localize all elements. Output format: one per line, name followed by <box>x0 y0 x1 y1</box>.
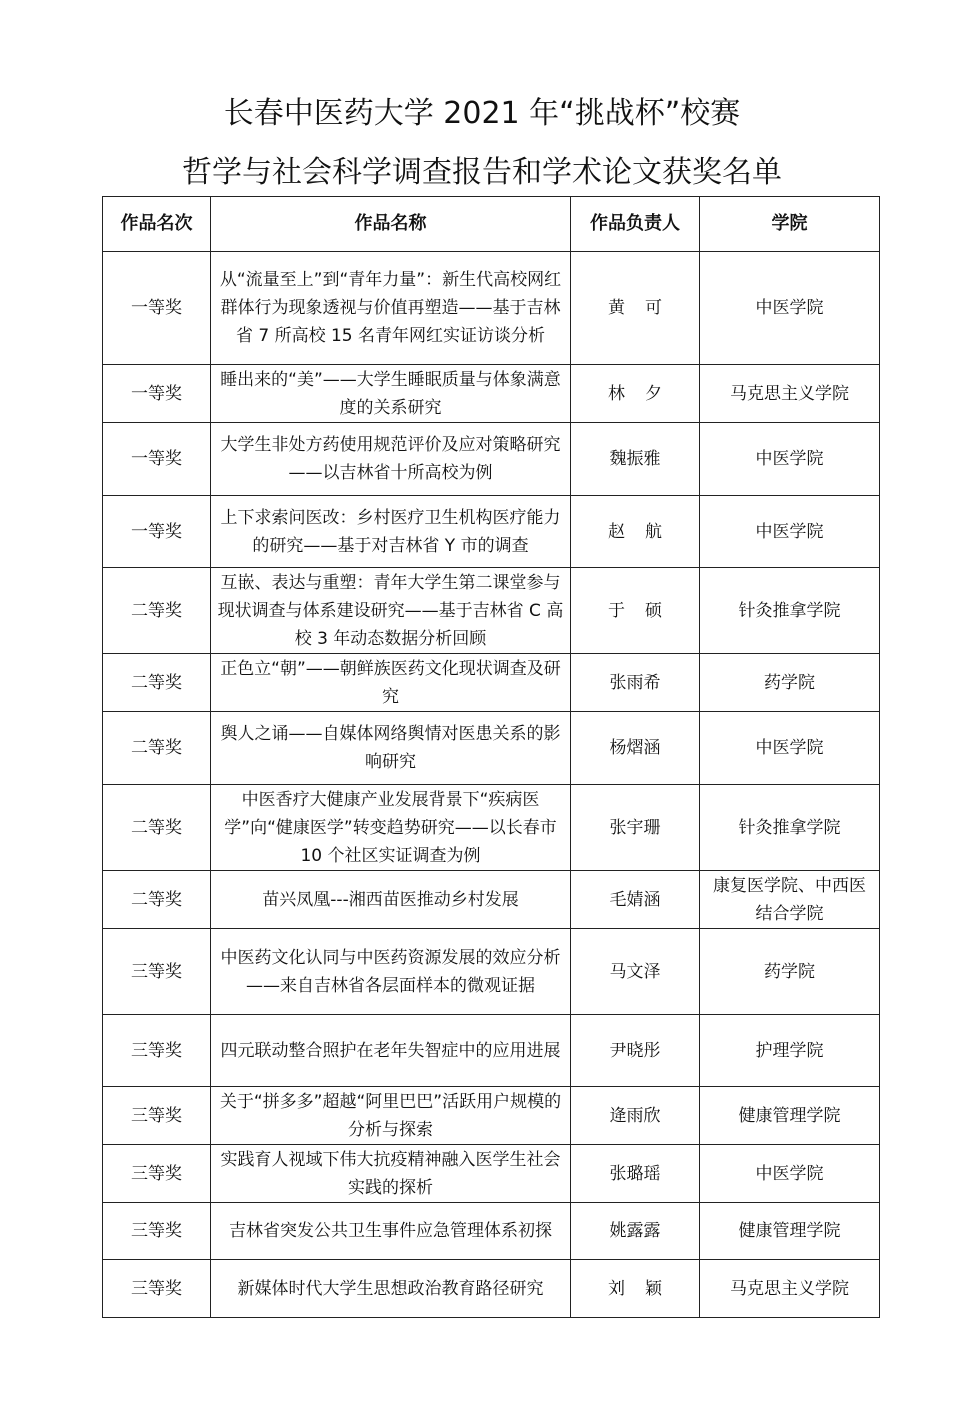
table-row <box>103 712 880 785</box>
cell-leader: 张璐瑶 <box>571 1145 700 1203</box>
cell-work: 从“流量至上”到“青年力量”：新生代高校网红群体行为现象透视与价值再塑造——基于吉林省 7 所高校 15 名青年网红实证访谈分析 <box>211 252 571 365</box>
cell-leader: 逄雨欣 <box>571 1087 700 1145</box>
cell-college: 中医学院 <box>700 496 880 568</box>
cell-work: 舆人之诵——自媒体网络舆情对医患关系的影响研究 <box>211 712 571 785</box>
cell-rank: 二等奖 <box>103 568 211 654</box>
cell-leader: 毛婧涵 <box>571 871 700 929</box>
table-row <box>103 929 880 1015</box>
table-row <box>103 1260 880 1318</box>
cell-rank: 三等奖 <box>103 1203 211 1260</box>
cell-rank: 三等奖 <box>103 1087 211 1145</box>
table-row <box>103 785 880 871</box>
cell-work: 正色立“朝”——朝鲜族医药文化现状调查及研究 <box>211 654 571 712</box>
cell-leader: 于硕 <box>571 568 700 654</box>
header-rank: 作品名次 <box>103 197 211 252</box>
cell-rank: 二等奖 <box>103 712 211 785</box>
cell-college: 药学院 <box>700 929 880 1015</box>
cell-college: 康复医学院、中西医结合学院 <box>700 871 880 929</box>
cell-leader: 杨熠涵 <box>571 712 700 785</box>
cell-rank: 三等奖 <box>103 929 211 1015</box>
cell-work: 互嵌、表达与重塑：青年大学生第二课堂参与现状调查与体系建设研究——基于吉林省 C 高校 3 年动态数据分析回顾 <box>211 568 571 654</box>
cell-work: 中医香疗大健康产业发展背景下“疾病医学”向“健康医学”转变趋势研究——以长春市 10 个社区实证调查为例 <box>211 785 571 871</box>
table-row <box>103 1087 880 1145</box>
cell-work: 苗兴凤凰---湘西苗医推动乡村发展 <box>211 871 571 929</box>
cell-college: 健康管理学院 <box>700 1203 880 1260</box>
header-work: 作品名称 <box>211 197 571 252</box>
cell-rank: 一等奖 <box>103 423 211 496</box>
cell-work: 中医药文化认同与中医药资源发展的效应分析——来自吉林省各层面样本的微观证据 <box>211 929 571 1015</box>
cell-leader: 魏振雅 <box>571 423 700 496</box>
cell-college: 马克思主义学院 <box>700 1260 880 1318</box>
cell-college: 健康管理学院 <box>700 1087 880 1145</box>
cell-college: 中医学院 <box>700 252 880 365</box>
cell-rank: 二等奖 <box>103 654 211 712</box>
table-row <box>103 423 880 496</box>
cell-work: 关于“拼多多”超越“阿里巴巴”活跃用户规模的分析与探索 <box>211 1087 571 1145</box>
cell-leader: 姚露露 <box>571 1203 700 1260</box>
table-row <box>103 1015 880 1087</box>
cell-leader: 刘颖 <box>571 1260 700 1318</box>
table-row <box>103 365 880 423</box>
cell-college: 中医学院 <box>700 423 880 496</box>
cell-leader: 赵航 <box>571 496 700 568</box>
header-college: 学院 <box>700 197 880 252</box>
cell-college: 药学院 <box>700 654 880 712</box>
cell-leader: 林夕 <box>571 365 700 423</box>
table-row <box>103 871 880 929</box>
table-row <box>103 568 880 654</box>
cell-college: 中医学院 <box>700 1145 880 1203</box>
cell-rank: 一等奖 <box>103 496 211 568</box>
cell-work: 吉林省突发公共卫生事件应急管理体系初探 <box>211 1203 571 1260</box>
cell-work: 四元联动整合照护在老年失智症中的应用进展 <box>211 1015 571 1087</box>
cell-leader: 尹晓彤 <box>571 1015 700 1087</box>
cell-leader: 马文泽 <box>571 929 700 1015</box>
document-title-line2: 哲学与社会科学调查报告和学术论文获奖名单 <box>182 155 782 190</box>
table-row <box>103 252 880 365</box>
cell-rank: 二等奖 <box>103 871 211 929</box>
awards-table <box>102 196 880 1318</box>
cell-work: 新媒体时代大学生思想政治教育路径研究 <box>211 1260 571 1318</box>
cell-leader: 黄可 <box>571 252 700 365</box>
cell-college: 马克思主义学院 <box>700 365 880 423</box>
cell-work: 大学生非处方药使用规范评价及应对策略研究——以吉林省十所高校为例 <box>211 423 571 496</box>
cell-leader: 张宇珊 <box>571 785 700 871</box>
cell-work: 上下求索问医改：乡村医疗卫生机构医疗能力的研究——基于对吉林省 Y 市的调查 <box>211 496 571 568</box>
table-row <box>103 496 880 568</box>
table-row <box>103 1203 880 1260</box>
cell-college: 护理学院 <box>700 1015 880 1087</box>
table-header-row <box>103 197 880 252</box>
table-row <box>103 1145 880 1203</box>
cell-work: 实践育人视域下伟大抗疫精神融入医学生社会实践的探析 <box>211 1145 571 1203</box>
cell-rank: 三等奖 <box>103 1260 211 1318</box>
cell-rank: 三等奖 <box>103 1015 211 1087</box>
cell-rank: 一等奖 <box>103 365 211 423</box>
cell-college: 中医学院 <box>700 712 880 785</box>
document-title-line1: 长春中医药大学 2021 年“挑战杯”校赛 <box>223 96 741 131</box>
cell-leader: 张雨希 <box>571 654 700 712</box>
cell-college: 针灸推拿学院 <box>700 785 880 871</box>
cell-rank: 三等奖 <box>103 1145 211 1203</box>
cell-rank: 二等奖 <box>103 785 211 871</box>
header-leader: 作品负责人 <box>571 197 700 252</box>
table-row <box>103 654 880 712</box>
cell-college: 针灸推拿学院 <box>700 568 880 654</box>
cell-work: 睡出来的“美”——大学生睡眠质量与体象满意度的关系研究 <box>211 365 571 423</box>
cell-rank: 一等奖 <box>103 252 211 365</box>
